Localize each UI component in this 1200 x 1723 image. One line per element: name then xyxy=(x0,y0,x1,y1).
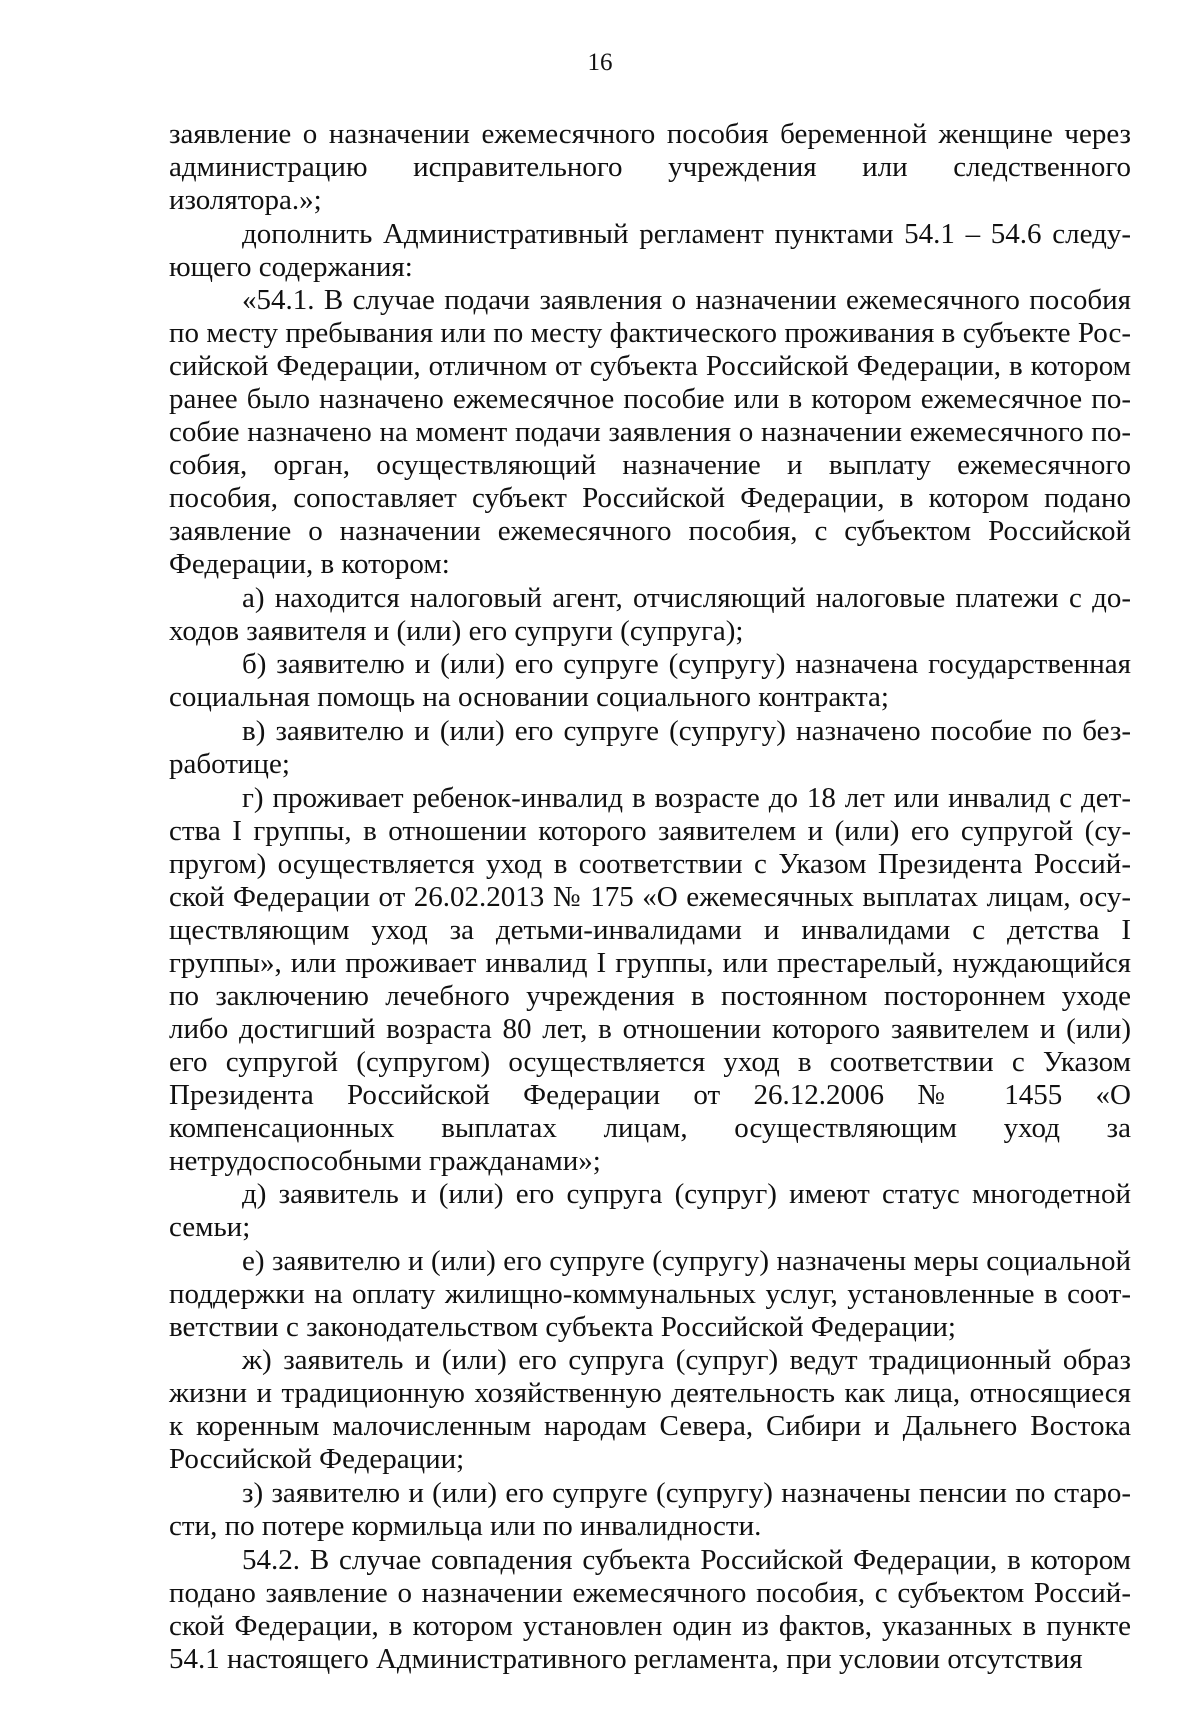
paragraph: «54.1. В случае подачи заявления о назначении ежемесячного пособия по месту пребывания или по месту фактического проживания в субъекте Российской Федерации, отличном от субъекта Российской Федерации, в котором ранее было назначено ежемесячное пособие или в котором ежемесячное пособие назначено на момент подачи заявления о назначении ежемесячного пособия, орган, осуществляющий назначение и выплату ежемесячного пособия, сопоставляет субъект Российской Федерации, в котором подано заявление о назначении ежемесячного пособия, с субъектом Российской Федерации, в котором: xyxy=(169,284,1131,581)
paragraph: а) находится налоговый агент, отчисляющий налоговые платежи с доходов заявителя и (или) его супруги (супруга); xyxy=(169,581,1131,647)
paragraph: дополнить Административный регламент пунктами 54.1 – 54.6 следующего содержания: xyxy=(169,217,1131,283)
page-number: 16 xyxy=(587,49,613,76)
paragraph: заявление о назначении ежемесячного пособия беременной женщине через администрацию исправительного учреждения или следственного изолятора.»; xyxy=(169,118,1131,216)
paragraph: г) проживает ребенок-инвалид в возрасте до 18 лет или инвалид с детства I группы, в отношении которого заявителем и (или) его супругой (супругом) осуществляется уход в соответствии с Указом Президента Российской Федерации от 26.02.2013 № 175 «О ежемесячных выплатах лицам, осуществляющим уход за детьми-инвалидами и инвалидами с детства I группы», или проживает инвалид I группы, или престарелый, нуждающийся по заключению лечебного учреждения в постоянном постороннем уходе либо достигший возраста 80 лет, в отношении которого заявителем и (или) его супругой (супругом) осуществляется уход в соответствии с Указом Президента Российской Федерации от 26.12.2006 № 1455 «О компенсационных выплатах лицам, осуществляющим уход за нетрудоспособными гражданами»; xyxy=(169,781,1131,1177)
paragraph: 54.2. В случае совпадения субъекта Российской Федерации, в котором подано заявление о назначении ежемесячного пособия, с субъектом Российской Федерации, в котором установлен один из фактов, указанных в пункте 54.1 настоящего Административного регламента, при условии отсутствия xyxy=(169,1543,1131,1675)
paragraph: е) заявителю и (или) его супруге (супругу) назначены меры социальной поддержки на оплату жилищно-коммунальных услуг, установленные в соответствии с законодательством субъекта Российской Федерации; xyxy=(169,1244,1131,1343)
paragraph: в) заявителю и (или) его супруге (супругу) назначено пособие по безработице; xyxy=(169,714,1131,780)
document-body xyxy=(169,118,1131,1676)
paragraph: д) заявитель и (или) его супруга (супруг) имеют статус многодетной семьи; xyxy=(169,1178,1131,1244)
paragraph: з) заявителю и (или) его супруге (супругу) назначены пенсии по старости, по потере кормильца или по инвалидности. xyxy=(169,1476,1131,1542)
paragraph: б) заявителю и (или) его супруге (супругу) назначена государственная социальная помощь на основании социального контракта; xyxy=(169,648,1131,714)
paragraph: ж) заявитель и (или) его супруга (супруг) ведут традиционный образ жизни и традиционную хозяйственную деятельность как лица, относящиеся к коренным малочисленным народам Севера, Сибири и Дальнего Востока Российской Федерации; xyxy=(169,1344,1131,1476)
